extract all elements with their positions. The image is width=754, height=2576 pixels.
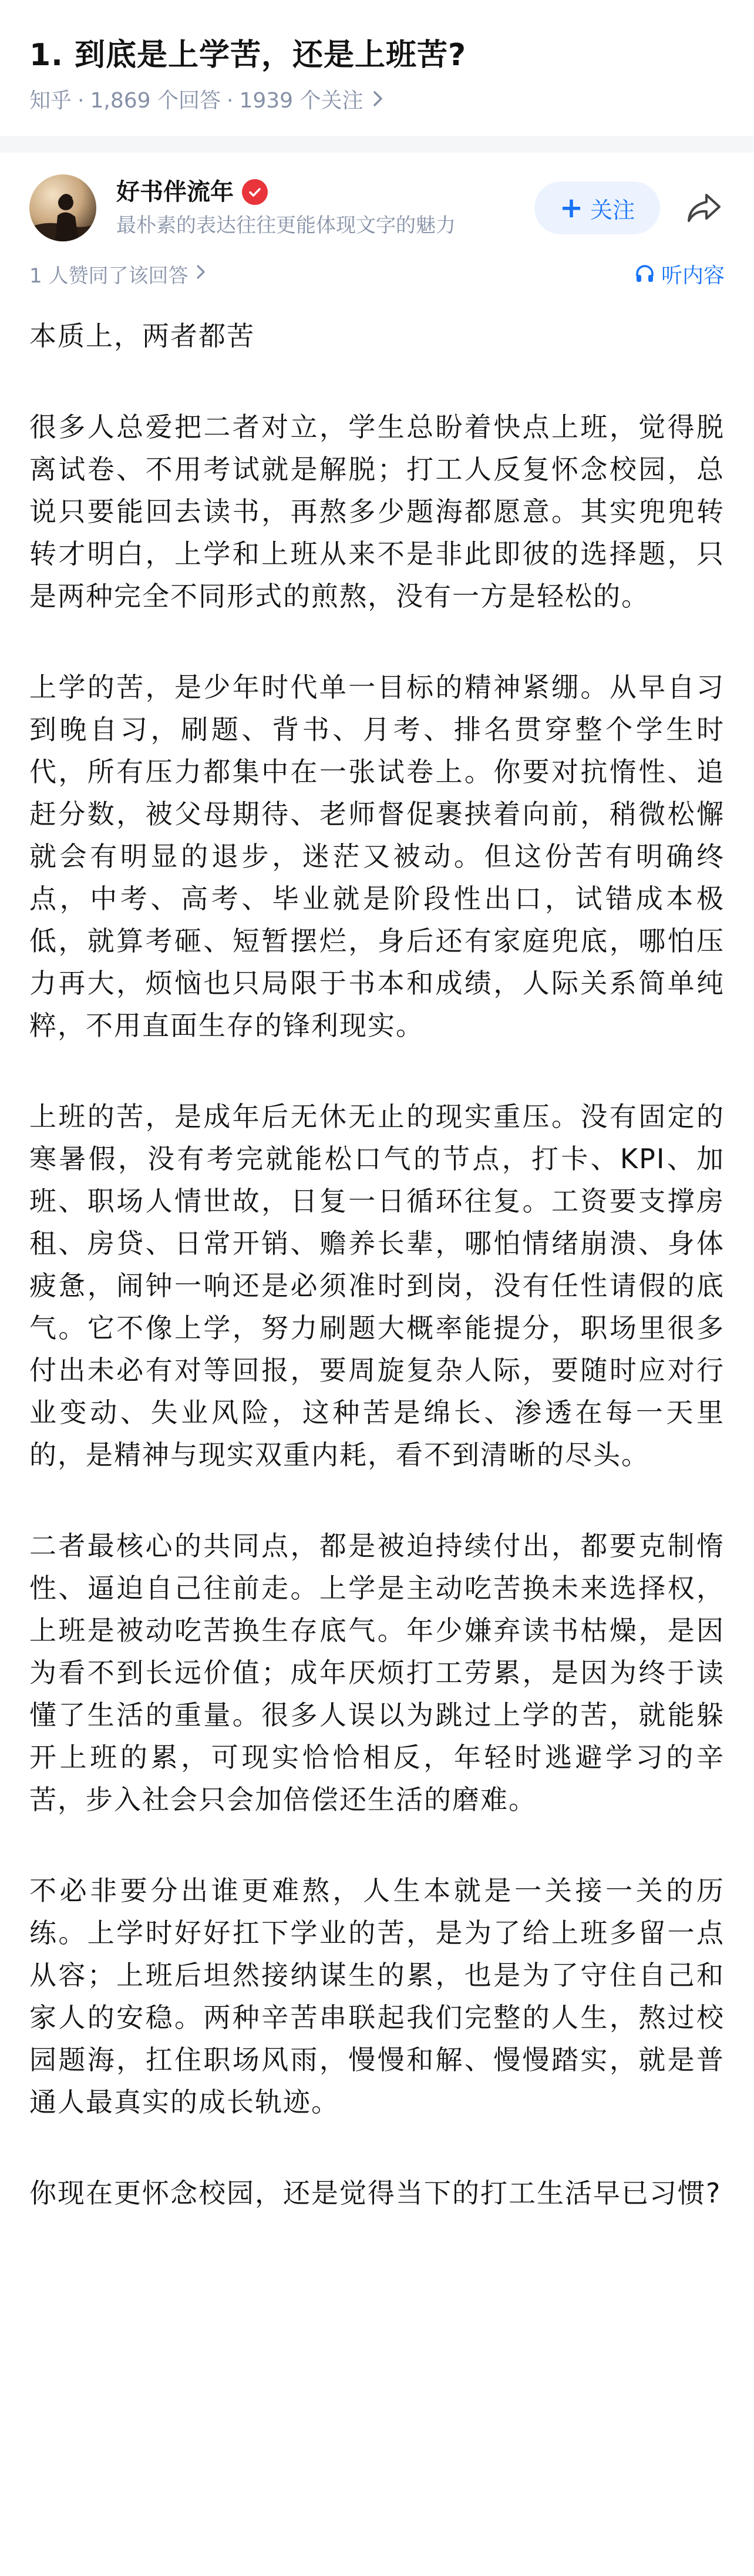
verified-badge-icon bbox=[242, 179, 268, 205]
question-title[interactable]: 1. 到底是上学苦，还是上班苦? bbox=[29, 38, 467, 73]
share-icon[interactable] bbox=[684, 187, 725, 228]
section-divider bbox=[0, 136, 754, 153]
answer-count: 1,869 个回答 bbox=[90, 89, 221, 113]
author-name-row bbox=[116, 176, 534, 208]
listen-button[interactable] bbox=[634, 259, 725, 289]
headphones-icon bbox=[634, 263, 655, 284]
answer-paragraph: 很多人总爱把二者对立，学生总盼着快点上班，觉得脱离试卷、不用考试就是解脱；打工人反复怀念校园，总说只要能回去读书，再熬多少题海都愿意。其实兜兜转转才明白，上学和上班从来不是非此即彼的选择题，只是两种完全不同形式的煎熬，没有一方是轻松的。 bbox=[29, 411, 725, 612]
answer-paragraph: 本质上，两者都苦 bbox=[29, 320, 255, 352]
answer-paragraph: 上班的苦，是成年后无休无止的现实重压。没有固定的寒暑假，没有考完就能松口气的节点，打卡、KPI、加班、职场人情世故，日复一日循环往复。工资要支撑房租、房贷、日常开销、赡养长辈，哪怕情绪崩溃、身体疲惫，闹钟一响还是必须准时到岗，没有任性请假的底气。它不像上学，努力刷题大概率能提分，职场里很多付出未必有对等回报，要周旋复杂人际，要随时应对行业变动、失业风险，这种苦是绵长、渗透在每一天里的，是精神与现实双重内耗，看不到清晰的尽头。 bbox=[29, 1101, 725, 1471]
author-bio: 最朴素的表达往往更能体现文字的魅力 bbox=[116, 214, 456, 237]
author-card bbox=[29, 169, 725, 247]
source-label: 知乎 bbox=[29, 89, 72, 113]
question-meta[interactable] bbox=[29, 87, 385, 115]
follow-label: 关注 bbox=[590, 197, 635, 223]
follow-button[interactable] bbox=[534, 181, 660, 234]
listen-label: 听内容 bbox=[661, 263, 725, 288]
plus-icon: + bbox=[559, 191, 584, 224]
answer-meta-row bbox=[29, 256, 725, 291]
meta-separator: · bbox=[226, 89, 234, 113]
answer-paragraph: 二者最核心的共同点，都是被迫持续付出，都要克制惰性、逼迫自己往前走。上学是主动吃苦换未来选择权，上班是被动吃苦换生存底气。年少嫌弃读书枯燥，是因为看不到长远价值；成年厌烦打工劳累，是因为终于读懂了生活的重量。很多人误以为跳过上学的苦，就能躲开上班的累，可现实恰恰相反，年轻时逃避学习的辛苦，步入社会只会加倍偿还生活的磨难。 bbox=[29, 1530, 725, 1815]
answer-paragraph: 你现在更怀念校园，还是觉得当下的打工生活早已习惯? bbox=[29, 2177, 722, 2209]
author-info bbox=[116, 176, 534, 240]
author-name[interactable]: 好书伴流年 bbox=[116, 179, 234, 206]
upvote-text: 1 人赞同了该回答 bbox=[29, 264, 188, 288]
follower-count: 1939 个关注 bbox=[239, 89, 363, 113]
answer-paragraph: 上学的苦，是少年时代单一目标的精神紧绷。从早自习到晚自习，刷题、背书、月考、排名贯穿整个学生时代，所有压力都集中在一张试卷上。你要对抗惰性、追赶分数，被父母期待、老师督促裹挟着向前，稍微松懈就会有明显的退步，迷茫又被动。但这份苦有明确终点，中考、高考、毕业就是阶段性出口，试错成本极低，就算考砸、短暂摆烂，身后还有家庭兜底，哪怕压力再大，烦恼也只局限于书本和成绩，人际关系简单纯粹，不用直面生存的锋利现实。 bbox=[29, 671, 725, 1041]
avatar[interactable] bbox=[29, 174, 96, 241]
answer-content bbox=[29, 315, 725, 2263]
upvote-info[interactable] bbox=[29, 260, 207, 288]
chevron-right-icon bbox=[372, 87, 385, 115]
meta-separator: · bbox=[78, 89, 85, 113]
answer-paragraph: 不必非要分出谁更难熬，人生本就是一关接一关的历练。上学时好好扛下学业的苦，是为了给上班多留一点从容；上班后坦然接纳谋生的累，也是为了守住自己和家人的安稳。两种辛苦串联起我们完整的人生，熬过校园题海，扛住职场风雨，慢慢和解、慢慢踏实，就是普通人最真实的成长轨迹。 bbox=[29, 1875, 725, 2118]
chevron-right-icon bbox=[195, 262, 207, 285]
